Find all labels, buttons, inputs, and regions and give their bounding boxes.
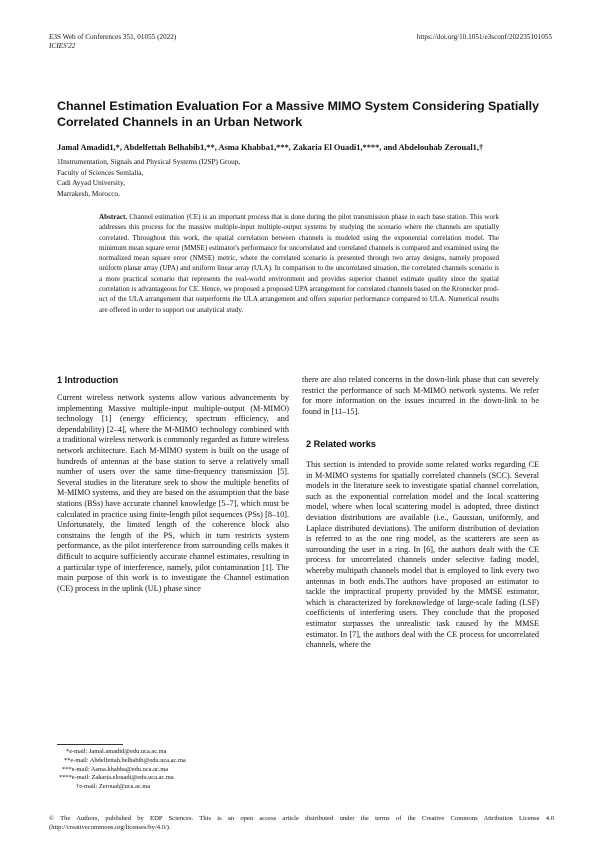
abstract (99, 212, 499, 315)
footnote-rule (57, 744, 123, 745)
affiliation-line: Faculty of Sciences Semlalia, (57, 167, 144, 177)
affiliation-line: 1Instrumentation, Signals and Physical Systems (I2SP) Group, (57, 157, 241, 166)
footnote: ***e-mail: Asma.khabba@edu.uca.ac.ma (62, 765, 169, 773)
introduction-body: Current wireless network systems allow various advancements by implementing Massive multiple-input multiple-output (M-MIMO) technology [1] (energy efficiency, spectrum efficiency, and dependability) [2–4], where the M-MIMO technology combined with a traditional wireless network is commonly regarded as future wireless network architecture. Each M-MIMO system is built on the usage of hundreds of antennas at the base station to serve a relatively small number of users over the same time-frequency transmission [5]. Several studies in the literature seek to show the multiple benefits of M-MIMO systems, and they are based on the assumption that the base stations (BSs) have accurate channel knowledge [5–7], which must be calculated in practice using finite-length pilot sequences (PSs) [8–10]. Unfortunately, the limited length of the coherence block also constrains the length of the PS, which in turn restricts system performance, as the pilot interference from surrounding cells makes it difficult to acquire sufficiently accurate channel estimates, resulting in a particular type of interference, namely, pilot contamination [1]. The main purpose of this work is to investigate the Channel estimation (CE) process in the uplink (UL) phase since (57, 393, 289, 593)
affiliation-line: Cadi Ayyad University, (57, 178, 125, 187)
conference-name: ICIES'22 (49, 42, 76, 50)
running-header-left (49, 33, 176, 51)
footnote: **e-mail: Abdelfettah.belhabib@edu.uca.ac.ma (64, 756, 186, 764)
abstract-label: Abstract. (99, 213, 128, 221)
section-heading-related-works: 2 Related works (306, 439, 376, 449)
journal-volume: E3S Web of Conferences 351, 01055 (2022) (49, 33, 177, 41)
license-notice: © The Authors, published by EDP Sciences. This is an open access article distributed under the terms of the Creative Commons Attribution License 4.0 (http://creativecommons.org/licenses/by/4.0/). (49, 815, 554, 831)
footnotes (59, 748, 186, 792)
abstract-text: Channel estimation (CE) is an important process that is done during the pilot transmission phase in each base station. This work addresses this process for the massive multiple-input multiple-output systems by studying the scenario where the channels are spatially correlated. Throughout this work, the spatial correlation between channels is modeled using the exponential correlation model. The minimum mean square error (MMSE) estimator's performance for uncorrelated and correlated channels is compared and examined using the normalized mean square error (NMSE) metric, where the correlated scenario is presented through two array designs, namely proposed uniform planar array (UPA) and uniform linear array (ULA). In comparison to the uncorrelated situation, the correlated channels scenario is a more practical scenario that represents the real-world environment and provides superior channel estimate quality since the spatial correlation is advantageous for CE. Hence, we proposed a proposed UPA arrangement for correlated channels based on the Kronecker prod- uct of the ULA arrangement that outperforms the ULA arrangement and offers superior performance compared to ULA. Numerical results are offered in order to support our analytical study. (99, 213, 500, 314)
footnote: ****e-mail: Zakaria.elouadi@edu.uca.ac.ma (59, 774, 174, 782)
paper-title: Channel Estimation Evaluation For a Massive MIMO System Considering Spatially Correlated Channels in an Urban Network (57, 99, 539, 129)
footnote: †e-mail: Zeroual@uca.ac.ma (76, 783, 151, 791)
doi-link[interactable]: https://doi.org/10.1051/e3sconf/202235101055 (416, 33, 552, 41)
footnote: *e-mail: Jamal.amadid@edu.uca.ac.ma (66, 748, 167, 755)
section-heading-introduction: 1 Introduction (57, 375, 119, 385)
author-list: Jamal Amadid1,*, Abdelfettah Belhabib1,**, Asma Khabba1,***, Zakaria El Ouadi1,****, and Abdelouhab Zeroual1,† (57, 143, 484, 152)
affiliation-line: Marrakesh, Morocco. (57, 188, 121, 198)
related-works-body: This section is intended to provide some related works regarding CE in M-MIMO systems for spatially correlated channels (SCC). Several models in the literature seek to investigate spatial channel correlation, such as the exponential correlation model and the local scattering model, where when local scattering model is adopted, three distinct deviation distributions are available (i.e., Gaussian, uniformly, and Laplace distributed deviations). The uniform distribution of deviation is referred to as the one ring model, as the scatterers are seen as surrounding the user in a ring. In [6], the authors dealt with the CE process for uncorrelated channels under selective fading model, whereby multipath channels model that is employed to link every two antennas in both ends.The authors have proposed an estimator to tackle the impractical property provided by the MMSE estimator, which is characterized by foreknowledge of large-scale fading (LSF) coefficients of interfering users. They conclude that the proposed estimator surpasses the unrealistic task caused by the MMSE estimator. In [7], the authors deal with the CE process for uncorrelated channels, where the (306, 460, 539, 650)
affiliation (57, 157, 357, 199)
introduction-continued: there are also related concerns in the down-link phase that can severely restrict the performance of such M-MIMO network systems. We refer for more information on the issues incurred in the down-link to be found in [11–15]. (302, 375, 539, 416)
